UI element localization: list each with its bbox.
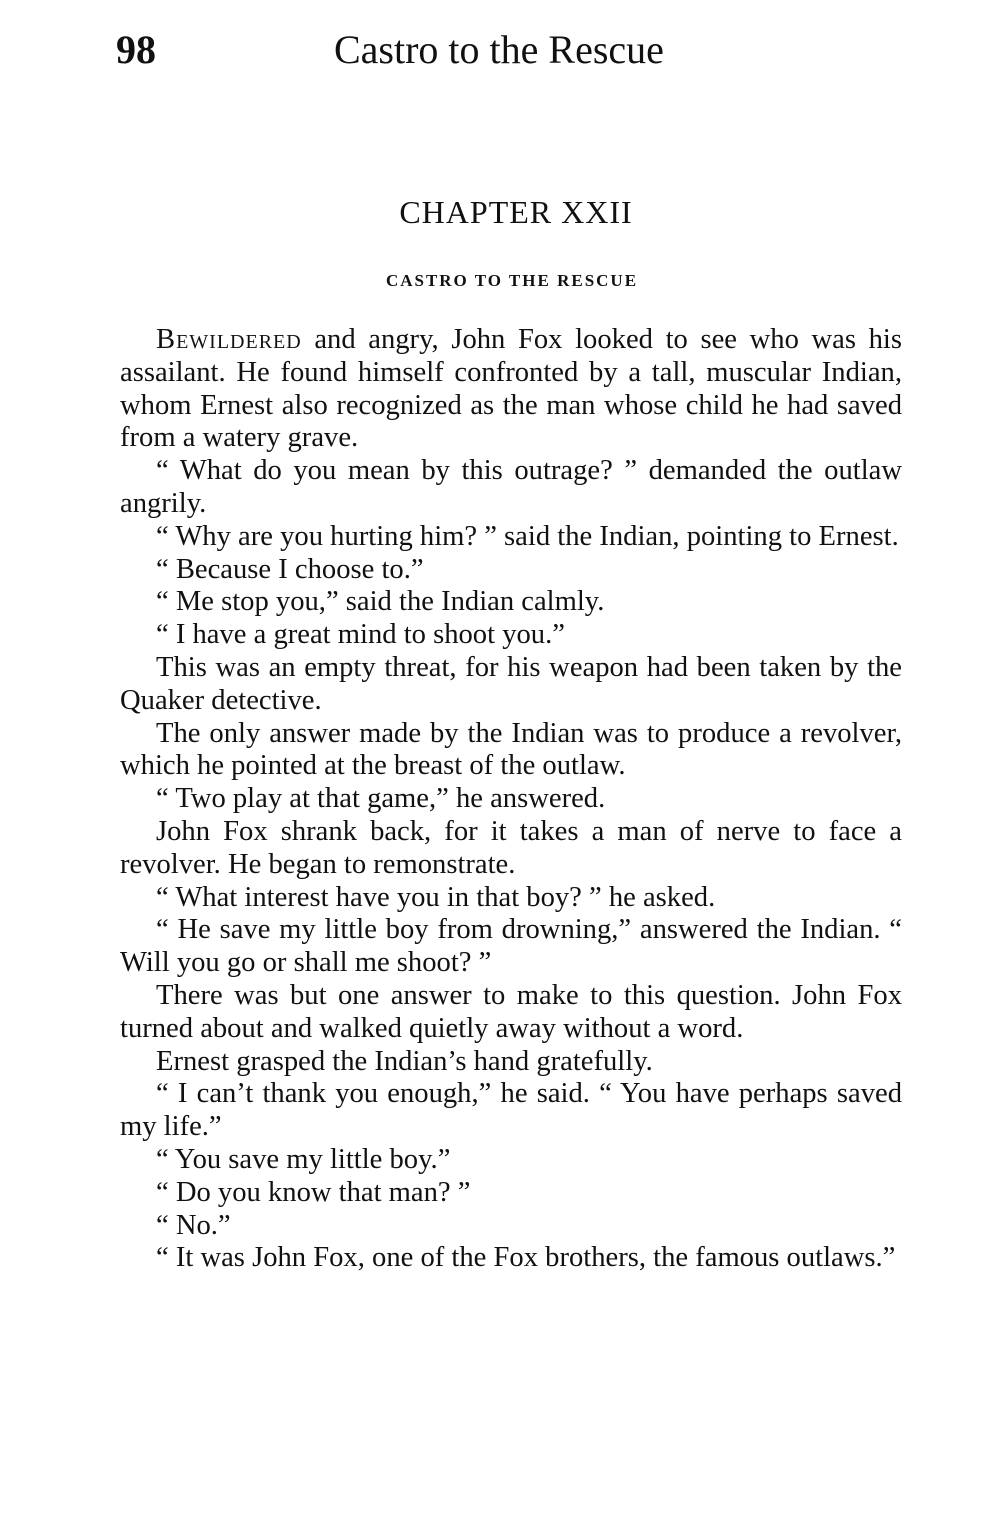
paragraph: “ Why are you hurting him? ” said the Indian, pointing to Ernest. xyxy=(156,520,899,552)
paragraph: Ernest grasped the Indian’s hand gratefully. xyxy=(156,1045,653,1077)
paragraph: “ Because I choose to.” xyxy=(156,553,424,585)
paragraph: “ No.” xyxy=(156,1209,231,1241)
paragraph: There was but one answer to make to this question. John Fox turned about and walked quietly away without a word. xyxy=(120,979,902,1044)
chapter-title: CHAPTER XXII xyxy=(399,194,633,230)
paragraph: “ I have a great mind to shoot you.” xyxy=(156,619,565,651)
paragraph: “ It was John Fox, one of the Fox brothers, the famous outlaws.” xyxy=(156,1242,896,1274)
paragraph: “ What do you mean by this outrage? ” demanded the outlaw angrily. xyxy=(120,455,902,519)
paragraph: “ What interest have you in that boy? ” he asked. xyxy=(156,881,716,913)
paragraph: John Fox shrank back, for it takes a man of nerve to face a revolver. He began to remonstrate. xyxy=(120,815,902,880)
paragraph: This was an empty threat, for his weapon had been taken by the Quaker detective. xyxy=(120,651,902,716)
paragraph: The only answer made by the Indian was to produce a revolver, which he pointed at the breast of the outlaw. xyxy=(120,717,902,782)
paragraph: “ Two play at that game,” he answered. xyxy=(156,783,606,815)
paragraph xyxy=(120,324,902,455)
paragraph: “ He save my little boy from drowning,” answered the Indian. “ Will you go or shall me shoot? ” xyxy=(120,914,902,979)
paragraph-text: and angry, John Fox looked to see who was his assailant. He found himself confronted by a tall, muscular Indian, whom Ernest also recognized as the man whose child he had saved from a watery grave. xyxy=(120,324,902,454)
paragraph: “ I can’t thank you enough,” he said. “ You have perhaps saved my life.” xyxy=(120,1078,902,1143)
running-head xyxy=(116,26,736,76)
paragraph: “ Me stop you,” said the Indian calmly. xyxy=(156,586,605,618)
chapter-subtitle: CASTRO TO THE RESCUE xyxy=(385,271,639,290)
paragraph: “ You save my little boy.” xyxy=(156,1143,451,1175)
page-number: 98 xyxy=(116,27,156,72)
paragraph-lead-word: Bewildered xyxy=(156,324,302,355)
paragraph: “ Do you know that man? ” xyxy=(156,1176,471,1208)
running-title: Castro to the Rescue xyxy=(334,27,664,72)
body-text xyxy=(120,324,902,1275)
